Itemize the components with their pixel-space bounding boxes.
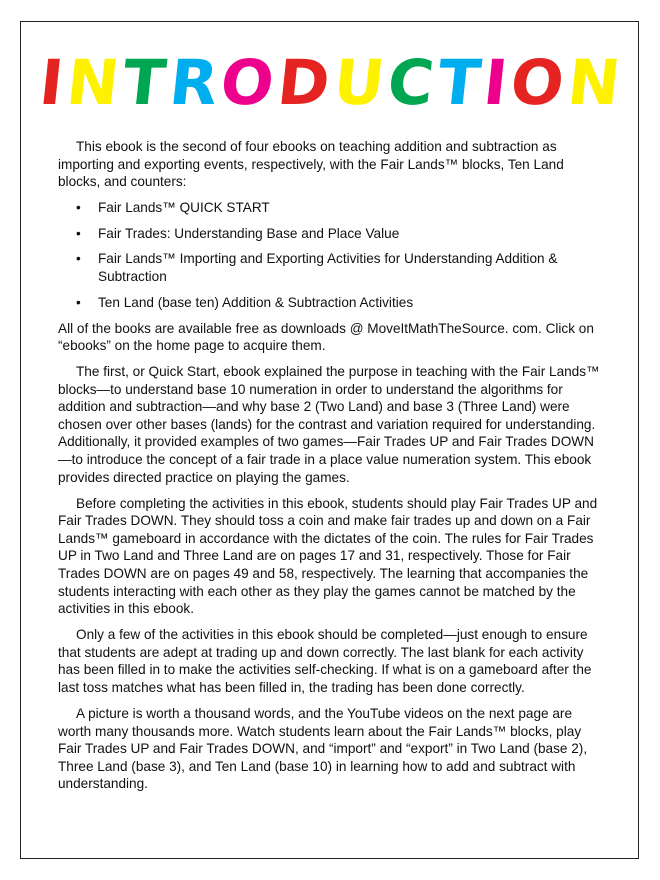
- intro-paragraph: This ebook is the second of four ebooks on teaching addition and subtraction as importing and exporting events, respectively, with the Fair Lands™ blocks, Ten Land blocks, and counters:: [58, 139, 564, 190]
- title-letter: R: [165, 46, 222, 119]
- title-letter: O: [507, 46, 568, 119]
- list-item: [58, 225, 603, 243]
- book-list: [58, 199, 603, 311]
- body-text: [58, 138, 603, 801]
- title-letter: I: [480, 46, 512, 119]
- title-letter: N: [564, 46, 624, 119]
- list-item-text: Fair Lands™ QUICK START: [98, 200, 270, 216]
- title-letter: T: [119, 46, 170, 119]
- bullet-icon: •: [76, 251, 81, 267]
- title-letter: C: [384, 46, 438, 119]
- list-item-text: Ten Land (base ten) Addition & Subtraction Activities: [98, 294, 414, 310]
- list-item: [58, 250, 603, 285]
- paragraph-before-activities: Before completing the activities in this ebook, students should play Fair Trades UP and Fair Trades DOWN. They should toss a coin and make fair trades up and down on a Fair Lands™ gameboard in accordance with the dictates of the coin. The rules for Fair Trades UP in Two Land and Three Land are on pages 17 and 31, respectively. Those for Fair Trades DOWN are on pages 49 and 58, respectively. The learning that accompanies the students interacting with each other as they play the games cannot be matched by the activities in this ebook.: [58, 495, 598, 617]
- title-letter: U: [329, 46, 388, 119]
- paragraph-videos: A picture is worth a thousand words, and the YouTube videos on the next page are worth many thousands more. Watch students learn about the Fair Lands™ blocks, play Fair Trades UP and Fair Trades DOWN, and “import” and “export” in Two Land (base 2), Three Land (base 3), and Ten Land (base 10) in learning how to add and subtract with understanding.: [58, 705, 588, 792]
- title-letter: T: [433, 46, 484, 119]
- title-letter: N: [63, 46, 123, 119]
- availability-paragraph: All of the books are available free as downloads @ MoveItMathTheSource. com. Click on “ebooks” on the home page to acquire them.: [58, 320, 594, 354]
- list-item: [58, 199, 603, 217]
- bullet-icon: •: [76, 225, 81, 241]
- paragraph-few-activities: Only a few of the activities in this ebook should be completed—just enough to ensure that students are adept at trading up and down correctly. The last blank for each activity has been filled in to make the activities self-checking. If what is on a gameboard after the last toss matches what has been filled in, the trading has been done correctly.: [58, 627, 592, 695]
- bullet-icon: •: [76, 200, 81, 216]
- paragraph-quick-start: The first, or Quick Start, ebook explained the purpose in teaching with the Fair Lands™ blocks—to understand base 10 numeration in order to understand the algorithms for addition and subtraction—and why base 2 (Two Land) and base 3 (Three Land) were chosen over other bases (lands) for the contrast and variation required for understanding. Additionally, it provided examples of two games—Fair Trades UP and Fair Trades DOWN—to introduce the concept of a fair trade in a place value numeration system. This ebook provides directed practice on playing the games.: [58, 364, 600, 485]
- title-letter: I: [36, 46, 67, 119]
- bullet-icon: •: [76, 294, 81, 310]
- title-letter: D: [274, 46, 334, 119]
- title-letter: O: [217, 46, 278, 119]
- list-item: [58, 294, 603, 312]
- page-title: [36, 46, 624, 119]
- list-item-text: Fair Trades: Understanding Base and Place Value: [98, 225, 400, 241]
- list-item-text: Fair Lands™ Importing and Exporting Activities for Understanding Addition & Subtraction: [98, 251, 558, 284]
